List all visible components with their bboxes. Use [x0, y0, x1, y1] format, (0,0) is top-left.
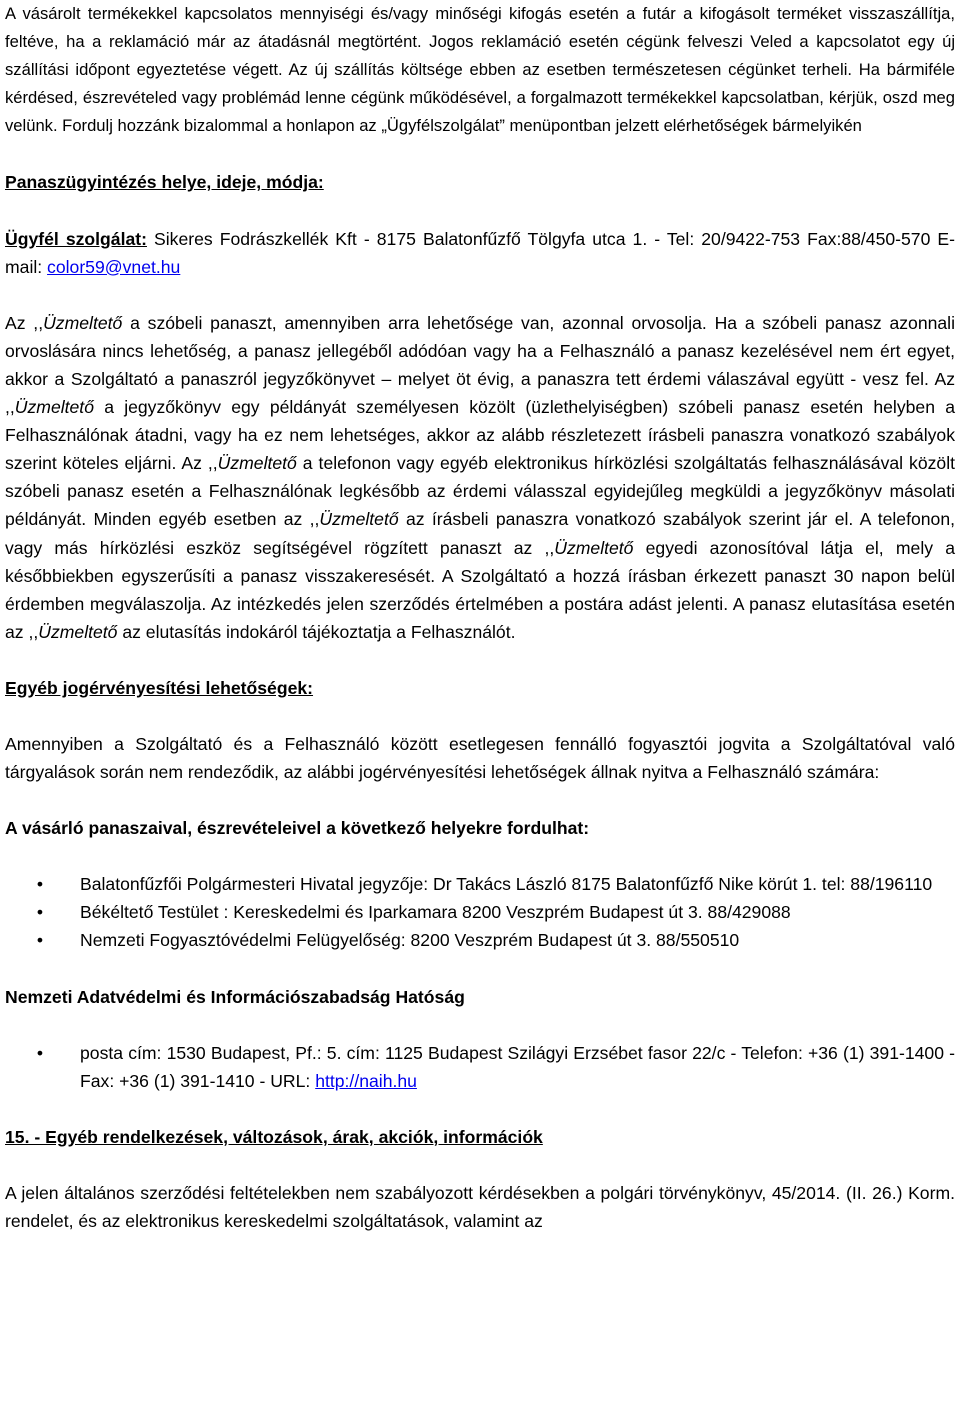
operator-term: Üzmeltető	[38, 621, 118, 642]
email-link[interactable]: color59@vnet.hu	[47, 256, 181, 277]
operator-term: Üzmeltető	[319, 509, 399, 530]
operator-term: Üzmeltető	[217, 453, 297, 474]
naih-heading: Nemzeti Adatvédelmi és Információszabadság Hatóság	[5, 986, 465, 1007]
list-item	[5, 926, 955, 954]
body-text: az írásbeli panaszra vonatkozó szabályok szerint jár el. A telefonon, vagy más hírközlési eszköz segítségével rögzített panaszt az ,,	[5, 509, 955, 558]
body-text: az elutasítás indokáról tájékoztatja a Felhasználót.	[117, 621, 516, 642]
list-item	[5, 870, 955, 898]
body-text: a telefonon vagy egyéb elektronikus hírközlési szolgáltatás felhasználásával közölt szóbeli panasz esetén a Felhasználónak legkésőbb az érdemi válasszal egyidejűleg megküldi a jegyzőkönyv másolati példányát. Minden egyéb esetben az ,,	[5, 453, 955, 530]
list-item	[5, 1039, 955, 1095]
list-item	[5, 898, 955, 926]
buyer-contacts-heading: A vásárló panaszaival, észrevételeivel a következő helyekre fordulhat:	[5, 818, 590, 839]
list-item-text: Balatonfűzfői Polgármesteri Hivatal jegyzője: Dr Takács László 8175 Balatonfűzfő Nike körút 1. tel: 88/196110	[80, 874, 933, 895]
authority-list	[5, 870, 955, 954]
body-text: a szóbeli panaszt, amennyiben arra lehetősége van, azonnal orvosolja. Ha a szóbeli panasz azonnali orvoslására nincs lehetőség, a panasz jellegéből adódóan vagy ha a Felhasználó a panasz kezelésével nem ért egyet, akkor a Szolgáltató a panaszról jegyzőkönyvet – melyet öt évig, a panaszra tett érdemi válaszával együtt - vesz fel. Az ,,	[5, 312, 955, 418]
final-paragraph: A jelen általános szerződési feltételekben nem szabályozott kérdésekben a polgári törvénykönyv, 45/2014. (II. 26.) Korm. rendelet, és az elektronikus kereskedelmi szolgáltatások, valamint az	[5, 1182, 955, 1231]
operator-term: Üzmeltető	[43, 312, 123, 333]
list-item-text: Békéltető Testület : Kereskedelmi és Iparkamara 8200 Veszprém Budapest út 3. 88/429088	[80, 902, 791, 923]
body-text: egyedi azonosítóval látja el, mely a későbbiekben egyszerűsíti a panasz visszakeresését. A Szolgáltató a hozzá írásban érkezett panaszt 30 napon belül érdemben megválaszolja. Az intézkedés jelen szerződés értelmében a postára adást jelenti. A panasz elutasítása esetén az ,,	[5, 537, 955, 642]
complaint-body-paragraph	[5, 309, 955, 646]
other-remedies-heading: Egyéb jogérvényesítési lehetőségek:	[5, 677, 314, 698]
bullet-icon: •	[36, 930, 44, 951]
bullet-icon: •	[36, 1042, 44, 1063]
body-text: a jegyzőkönyv egy példányát személyesen közölt (üzlethelyiségben) szóbeli panasz esetén helyben a Felhasználónak átadni, vagy ha ez nem lehetséges, akkor az alább részletezett írásbeli panaszra vonatkozó szabályok szerint köteles eljárni. Az ,,	[5, 397, 955, 474]
other-remedies-paragraph: Amennyiben a Szolgáltató és a Felhasználó között esetlegesen fennálló fogyasztói jogvita a Szolgáltatóval való tárgyalások során nem rendeződik, az alábbi jogérvényesítési lehetőségek állnak nyitva a Felhasználó számára:	[5, 733, 955, 783]
list-item-text: Nemzeti Fogyasztóvédelmi Felügyelőség: 8200 Veszprém Budapest út 3. 88/550510	[80, 930, 740, 951]
customer-service-text: Sikeres Fodrászkellék Kft - 8175 Balatonfűzfő Tölgyfa utca 1. - Tel: 20/9422-753 Fax:88/450-570 E-mail:	[5, 228, 956, 277]
body-text: Az ,,	[5, 312, 44, 333]
list-item-text: posta cím: 1530 Budapest, Pf.: 5. cím: 1125 Budapest Szilágyi Erzsébet fasor 22/c - Telefon: +36 (1) 391-1400 - Fax: +36 (1) 391-1410 - URL:	[80, 1042, 955, 1091]
bullet-icon: •	[36, 874, 44, 895]
bullet-icon: •	[36, 902, 44, 923]
complaint-heading: Panaszügyintézés helye, ideje, módja:	[5, 172, 324, 193]
operator-term: Üzmeltető	[14, 397, 94, 418]
naih-url-link[interactable]: http://naih.hu	[315, 1070, 417, 1091]
intro-paragraph: A vásárolt termékekkel kapcsolatos mennyiségi és/vagy minőségi kifogás esetén a futár a kifogásolt terméket visszaszállítja, feltéve, ha a reklamáció már az átadásnál megtörtént. Jogos reklamáció esetén cégünk felveszi Veled a kapcsolatot egy új szállítási időpont egyeztetése végett. Az új szállítás költsége ebben az esetben természetesen cégünket terheli. Ha bármiféle kérdésed, észrevételed vagy problémád lenne cégünk működésével, a forgalmazott termékekkel kapcsolatban, kérjük, oszd meg velünk. Fordulj hozzánk bizalommal a honlapon az „Ügyfélszolgálat” menüpontban jelzett elérhetőségek bármelyikén	[5, 4, 955, 136]
section-15-heading: 15. - Egyéb rendelkezések, változások, árak, akciók, információk	[5, 1126, 543, 1147]
operator-term: Üzmeltető	[554, 537, 634, 558]
customer-service-paragraph	[5, 225, 955, 281]
customer-service-label: Ügyfél szolgálat:	[5, 228, 147, 249]
naih-list	[5, 1039, 955, 1095]
